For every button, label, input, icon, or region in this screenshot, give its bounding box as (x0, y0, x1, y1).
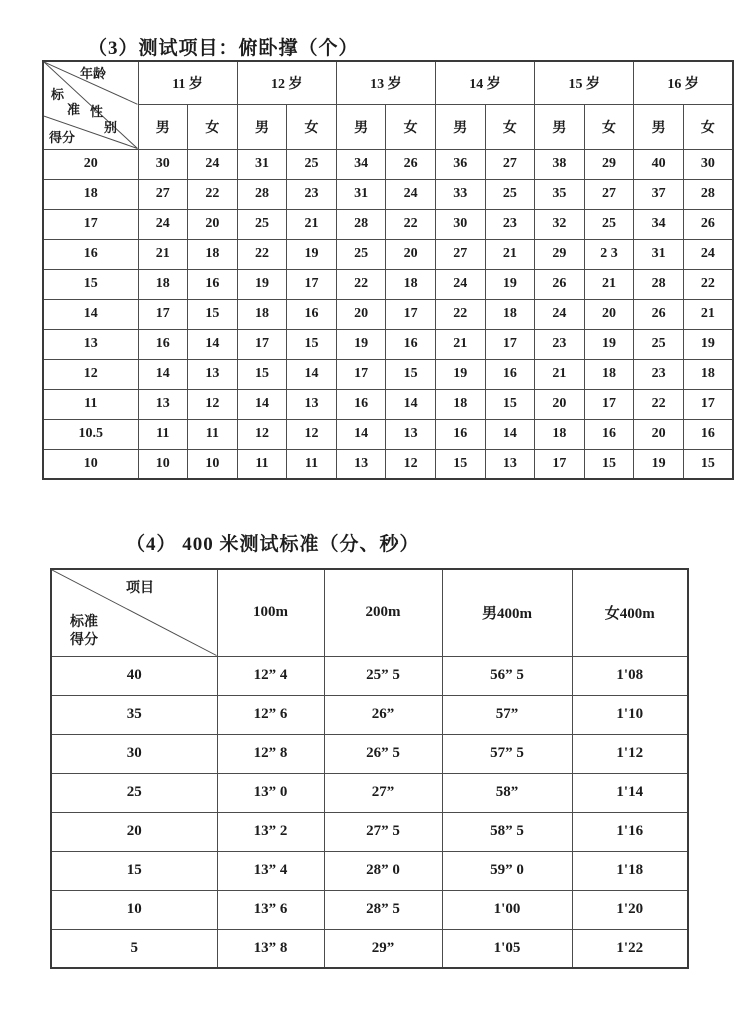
value-cell: 23 (634, 359, 684, 389)
value-cell: 16 (386, 329, 436, 359)
value-cell: 20 (188, 209, 238, 239)
value-cell: 22 (683, 269, 733, 299)
value-cell: 18 (237, 299, 287, 329)
value-cell: 1'22 (572, 929, 688, 968)
value-cell: 29 (535, 239, 585, 269)
value-cell: 15 (485, 389, 535, 419)
value-cell: 31 (237, 149, 287, 179)
value-cell: 21 (535, 359, 585, 389)
value-cell: 40 (634, 149, 684, 179)
value-cell: 22 (237, 239, 287, 269)
value-cell: 11 (287, 449, 337, 479)
value-cell: 14 (237, 389, 287, 419)
value-cell: 24 (188, 149, 238, 179)
value-cell: 1'00 (442, 890, 572, 929)
corner-standard-label: 标准 (70, 615, 98, 630)
value-cell: 29” (324, 929, 442, 968)
value-cell: 26” 5 (324, 734, 442, 773)
value-cell: 12” 8 (217, 734, 324, 773)
value-cell: 21 (138, 239, 188, 269)
value-cell: 24 (138, 209, 188, 239)
table-row (43, 239, 733, 269)
value-cell: 19 (584, 329, 634, 359)
value-cell: 10 (138, 449, 188, 479)
value-cell: 21 (584, 269, 634, 299)
value-cell: 13” 0 (217, 773, 324, 812)
value-cell: 23 (287, 179, 337, 209)
value-cell: 19 (634, 449, 684, 479)
value-cell: 26 (683, 209, 733, 239)
value-cell: 23 (535, 329, 585, 359)
gender-header-cell: 女 (188, 104, 238, 149)
value-cell: 58” 5 (442, 812, 572, 851)
value-cell: 22 (634, 389, 684, 419)
value-cell: 58” (442, 773, 572, 812)
value-cell: 13 (138, 389, 188, 419)
value-cell: 22 (386, 209, 436, 239)
value-cell: 16 (435, 419, 485, 449)
value-cell: 28 (683, 179, 733, 209)
table2-title: （4） 400 米测试标准（分、秒） (126, 534, 420, 555)
value-cell: 20 (535, 389, 585, 419)
value-cell: 19 (435, 359, 485, 389)
table-row (43, 359, 733, 389)
value-cell: 15 (386, 359, 436, 389)
score-cell: 20 (43, 149, 138, 179)
gender-header-cell: 男 (138, 104, 188, 149)
value-cell: 34 (336, 149, 386, 179)
value-cell: 12 (237, 419, 287, 449)
value-cell: 2 3 (584, 239, 634, 269)
table-row (43, 149, 733, 179)
event-header-cell: 男400m (442, 569, 572, 656)
score-cell: 18 (43, 179, 138, 209)
value-cell: 15 (435, 449, 485, 479)
value-cell: 1'10 (572, 695, 688, 734)
value-cell: 14 (138, 359, 188, 389)
run-400m-standards-table (50, 568, 689, 969)
score-cell: 17 (43, 209, 138, 239)
table-row (51, 656, 688, 695)
value-cell: 15 (683, 449, 733, 479)
age-group-header-15: 15 岁 (535, 61, 634, 104)
value-cell: 17 (386, 299, 436, 329)
table-row (51, 890, 688, 929)
gender-header-cell: 男 (237, 104, 287, 149)
value-cell: 16 (584, 419, 634, 449)
table-row (51, 695, 688, 734)
value-cell: 59” 0 (442, 851, 572, 890)
value-cell: 10 (188, 449, 238, 479)
score-cell: 15 (51, 851, 217, 890)
score-cell: 13 (43, 329, 138, 359)
score-cell: 30 (51, 734, 217, 773)
value-cell: 11 (138, 419, 188, 449)
value-cell: 17 (138, 299, 188, 329)
value-cell: 12 (287, 419, 337, 449)
value-cell: 30 (683, 149, 733, 179)
value-cell: 22 (336, 269, 386, 299)
value-cell: 15 (188, 299, 238, 329)
table-row (43, 389, 733, 419)
gender-header-cell: 女 (584, 104, 634, 149)
value-cell: 17 (485, 329, 535, 359)
value-cell: 33 (435, 179, 485, 209)
gender-header-cell: 女 (287, 104, 337, 149)
score-cell: 15 (43, 269, 138, 299)
value-cell: 1'05 (442, 929, 572, 968)
value-cell: 18 (435, 389, 485, 419)
corner-standard-char2: 准 (67, 102, 81, 117)
value-cell: 13” 4 (217, 851, 324, 890)
age-group-header-11: 11 岁 (138, 61, 237, 104)
score-cell: 35 (51, 695, 217, 734)
value-cell: 11 (237, 449, 287, 479)
value-cell: 36 (435, 149, 485, 179)
age-group-header-13: 13 岁 (336, 61, 435, 104)
value-cell: 28” 5 (324, 890, 442, 929)
value-cell: 23 (485, 209, 535, 239)
value-cell: 13 (485, 449, 535, 479)
value-cell: 13 (386, 419, 436, 449)
corner-score-label: 得分 (49, 130, 76, 145)
value-cell: 20 (336, 299, 386, 329)
table2-corner-header-cell (51, 569, 217, 656)
corner-age-label: 年龄 (80, 66, 107, 81)
value-cell: 25” 5 (324, 656, 442, 695)
score-cell: 40 (51, 656, 217, 695)
value-cell: 14 (485, 419, 535, 449)
value-cell: 35 (535, 179, 585, 209)
value-cell: 17 (336, 359, 386, 389)
event-header-cell: 女400m (572, 569, 688, 656)
value-cell: 34 (634, 209, 684, 239)
event-header-cell: 100m (217, 569, 324, 656)
value-cell: 21 (435, 329, 485, 359)
value-cell: 30 (138, 149, 188, 179)
value-cell: 12” 4 (217, 656, 324, 695)
value-cell: 28 (336, 209, 386, 239)
value-cell: 21 (287, 209, 337, 239)
corner-project-label: 项目 (126, 581, 154, 596)
value-cell: 21 (683, 299, 733, 329)
score-cell: 14 (43, 299, 138, 329)
value-cell: 21 (485, 239, 535, 269)
value-cell: 20 (386, 239, 436, 269)
value-cell: 17 (584, 389, 634, 419)
value-cell: 18 (485, 299, 535, 329)
value-cell: 18 (386, 269, 436, 299)
table-row (43, 419, 733, 449)
score-cell: 11 (43, 389, 138, 419)
value-cell: 13” 2 (217, 812, 324, 851)
value-cell: 27 (584, 179, 634, 209)
value-cell: 31 (336, 179, 386, 209)
age-group-header-12: 12 岁 (237, 61, 336, 104)
score-cell: 12 (43, 359, 138, 389)
table-row (43, 299, 733, 329)
score-cell: 16 (43, 239, 138, 269)
table-row (51, 773, 688, 812)
gender-header-cell: 女 (683, 104, 733, 149)
value-cell: 57” (442, 695, 572, 734)
corner-standard-char1: 标 (51, 87, 65, 102)
corner-gender-char2: 别 (104, 120, 118, 135)
value-cell: 17 (287, 269, 337, 299)
value-cell: 18 (584, 359, 634, 389)
value-cell: 19 (287, 239, 337, 269)
gender-header-cell: 男 (535, 104, 585, 149)
value-cell: 20 (584, 299, 634, 329)
table-row (43, 329, 733, 359)
value-cell: 26” (324, 695, 442, 734)
value-cell: 13 (287, 389, 337, 419)
value-cell: 1'18 (572, 851, 688, 890)
value-cell: 16 (138, 329, 188, 359)
pushup-standards-table (42, 60, 734, 480)
value-cell: 18 (138, 269, 188, 299)
value-cell: 20 (634, 419, 684, 449)
score-cell: 10 (43, 449, 138, 479)
value-cell: 13” 8 (217, 929, 324, 968)
value-cell: 26 (634, 299, 684, 329)
table-row (43, 179, 733, 209)
value-cell: 19 (336, 329, 386, 359)
corner-gender-char1: 性 (90, 104, 104, 119)
value-cell: 16 (485, 359, 535, 389)
value-cell: 1'14 (572, 773, 688, 812)
table-row (51, 812, 688, 851)
value-cell: 27” 5 (324, 812, 442, 851)
value-cell: 26 (386, 149, 436, 179)
gender-header-cell: 男 (634, 104, 684, 149)
score-cell: 25 (51, 773, 217, 812)
value-cell: 22 (188, 179, 238, 209)
value-cell: 32 (535, 209, 585, 239)
table1-title: （3）测试项目：俯卧撑（个） (88, 38, 359, 59)
value-cell: 19 (237, 269, 287, 299)
value-cell: 31 (634, 239, 684, 269)
score-cell: 10.5 (43, 419, 138, 449)
value-cell: 27” (324, 773, 442, 812)
value-cell: 14 (336, 419, 386, 449)
value-cell: 18 (535, 419, 585, 449)
value-cell: 1'16 (572, 812, 688, 851)
gender-header-cell: 男 (336, 104, 386, 149)
event-header-cell: 200m (324, 569, 442, 656)
table-row (51, 851, 688, 890)
value-cell: 24 (683, 239, 733, 269)
value-cell: 24 (535, 299, 585, 329)
value-cell: 25 (584, 209, 634, 239)
value-cell: 56” 5 (442, 656, 572, 695)
value-cell: 18 (188, 239, 238, 269)
value-cell: 13 (188, 359, 238, 389)
value-cell: 28” 0 (324, 851, 442, 890)
value-cell: 19 (683, 329, 733, 359)
value-cell: 1'08 (572, 656, 688, 695)
value-cell: 24 (386, 179, 436, 209)
value-cell: 13” 6 (217, 890, 324, 929)
value-cell: 37 (634, 179, 684, 209)
age-group-header-16: 16 岁 (634, 61, 733, 104)
value-cell: 57” 5 (442, 734, 572, 773)
value-cell: 25 (287, 149, 337, 179)
table-row (51, 929, 688, 968)
value-cell: 14 (188, 329, 238, 359)
table-row (51, 734, 688, 773)
value-cell: 15 (237, 359, 287, 389)
value-cell: 26 (535, 269, 585, 299)
gender-header-cell: 男 (435, 104, 485, 149)
gender-header-cell: 女 (386, 104, 436, 149)
value-cell: 29 (584, 149, 634, 179)
value-cell: 25 (336, 239, 386, 269)
value-cell: 1'20 (572, 890, 688, 929)
value-cell: 18 (683, 359, 733, 389)
table1-corner-header-cell (43, 61, 138, 149)
value-cell: 16 (336, 389, 386, 419)
value-cell: 14 (386, 389, 436, 419)
value-cell: 28 (237, 179, 287, 209)
value-cell: 25 (485, 179, 535, 209)
value-cell: 17 (535, 449, 585, 479)
value-cell: 12 (386, 449, 436, 479)
value-cell: 1'12 (572, 734, 688, 773)
table-row (43, 209, 733, 239)
value-cell: 15 (584, 449, 634, 479)
value-cell: 16 (188, 269, 238, 299)
value-cell: 11 (188, 419, 238, 449)
value-cell: 16 (683, 419, 733, 449)
corner-score-label: 得分 (70, 633, 98, 648)
value-cell: 12” 6 (217, 695, 324, 734)
score-cell: 5 (51, 929, 217, 968)
table-row (43, 449, 733, 479)
gender-header-cell: 女 (485, 104, 535, 149)
score-cell: 20 (51, 812, 217, 851)
value-cell: 17 (683, 389, 733, 419)
value-cell: 15 (287, 329, 337, 359)
value-cell: 24 (435, 269, 485, 299)
value-cell: 22 (435, 299, 485, 329)
value-cell: 12 (188, 389, 238, 419)
value-cell: 27 (138, 179, 188, 209)
value-cell: 19 (485, 269, 535, 299)
value-cell: 27 (435, 239, 485, 269)
value-cell: 27 (485, 149, 535, 179)
value-cell: 38 (535, 149, 585, 179)
value-cell: 30 (435, 209, 485, 239)
age-group-header-14: 14 岁 (435, 61, 534, 104)
score-cell: 10 (51, 890, 217, 929)
value-cell: 17 (237, 329, 287, 359)
value-cell: 25 (237, 209, 287, 239)
value-cell: 28 (634, 269, 684, 299)
value-cell: 13 (336, 449, 386, 479)
value-cell: 25 (634, 329, 684, 359)
value-cell: 16 (287, 299, 337, 329)
table-row (43, 269, 733, 299)
value-cell: 14 (287, 359, 337, 389)
